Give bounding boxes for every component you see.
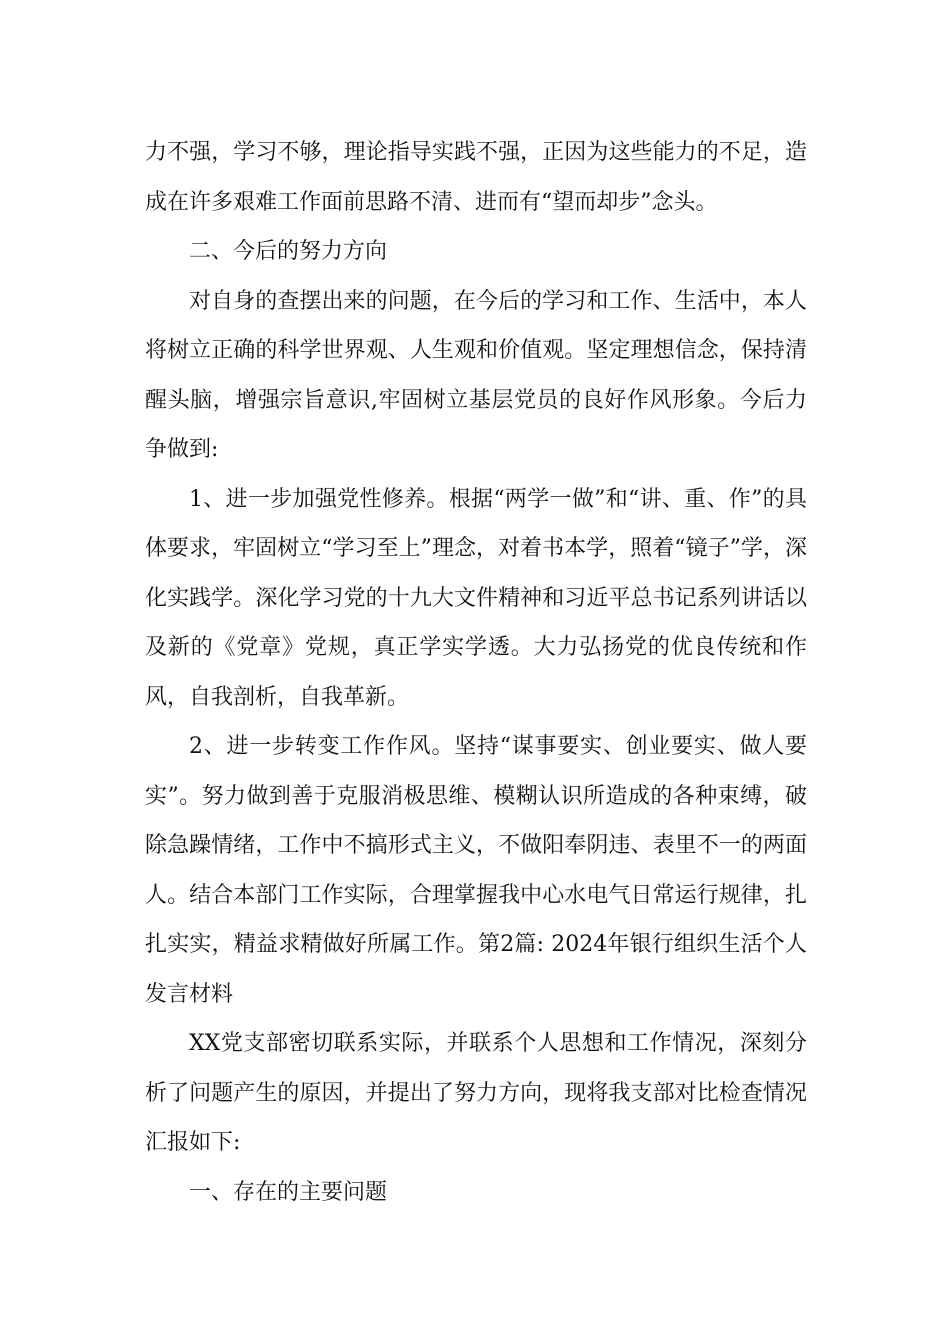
- paragraph-continuation: 力不强，学习不够，理论指导实践不强，正因为这些能力的不足，造成在许多艰难工作面前思路不清、进而有“望而却步”念头。: [145, 140, 807, 215]
- paragraph-intro-commitment: 对自身的查摆出来的问题，在今后的学习和工作、生活中，本人将树立正确的科学世界观、人生观和价值观。坚定理想信念，保持清醒头脑，增强宗旨意识,牢固树立基层党员的良好作风形象。今后力争做到:: [145, 288, 807, 462]
- paragraph-item-2: 2、进一步转变工作作风。坚持“谋事要实、创业要实、做人要实”。努力做到善于克服消极思维、模糊认识所造成的各种束缚，破除急躁情绪，工作中不搞形式主义，不做阳奉阴违、表里不一的两面人。结合本部门工作实际，合理掌握我中心水电气日常运行规律，扎扎实实，精益求精做好所属工作。第2篇: 2024年银行组织生活个人发言材料: [145, 734, 807, 1007]
- section-heading-future-direction: 二、今后的努力方向: [189, 239, 388, 264]
- paragraph-item-1: 1、进一步加强党性修养。根据“两学一做”和“讲、重、作”的具体要求，牢固树立“学习至上”理念，对着书本学，照着“镜子”学，深化实践学。深化学习党的十九大文件精神和习近平总书记系列讲话以及新的《党章》党规，真正学实学透。大力弘扬党的优良传统和作风，自我剖析，自我革新。: [145, 486, 807, 710]
- section-heading-main-problems: 一、存在的主要问题: [189, 1179, 388, 1205]
- document-body: [145, 128, 807, 1217]
- paragraph-branch-report: XX党支部密切联系实际，并联系个人思想和工作情况，深刻分析了问题产生的原因，并提出了努力方向，现将我支部对比检查情况汇报如下:: [145, 1031, 807, 1155]
